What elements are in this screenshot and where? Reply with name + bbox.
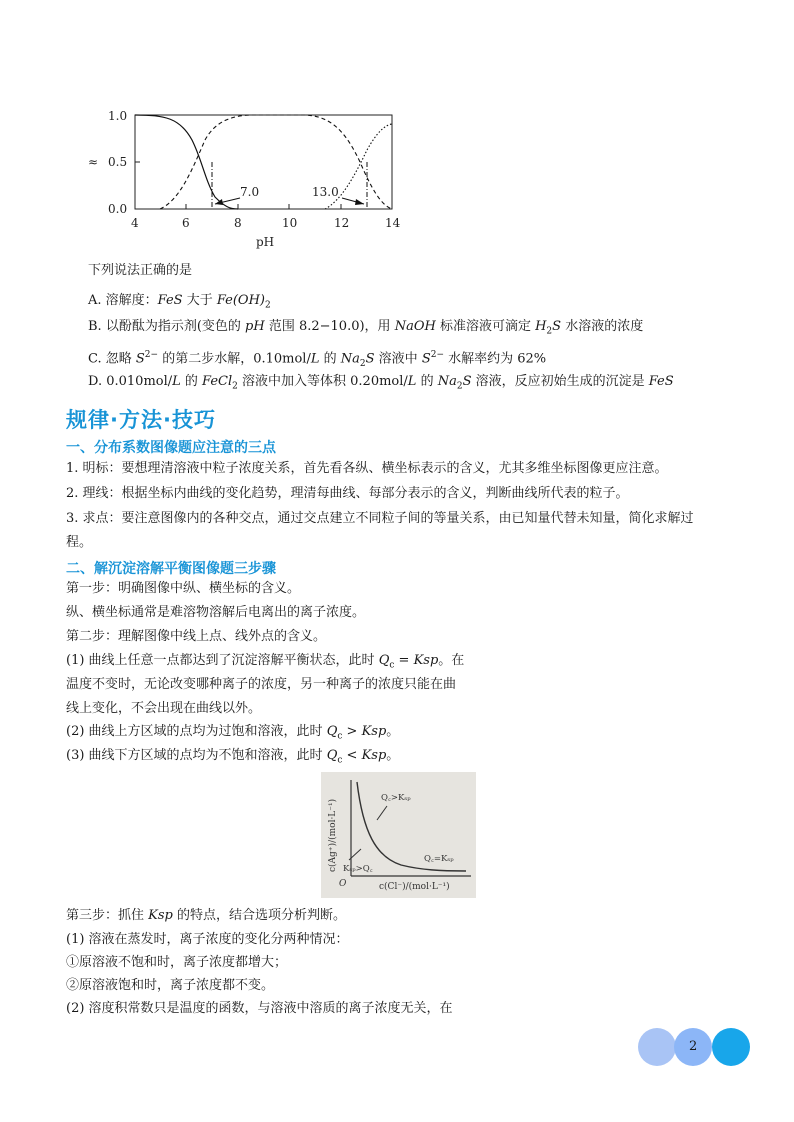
annotation-7: 7.0 (240, 185, 260, 199)
option-c: C. 忽略 $S^{2-}$ 的第二步水解，0.10mol/L 的 $Na_2S$ 溶液中 $S^{2-}$ 水解率约为 62% (88, 350, 547, 369)
sub2-line: 第一步：明确图像中纵、横坐标的含义。 (66, 581, 301, 596)
y-tick-label: 1.0 (108, 109, 128, 123)
photo-x-label: c(Cl⁻)/(mol·L⁻¹) (379, 882, 450, 892)
step3-item: ①原溶液不饱和时，离子浓度都增大； (66, 955, 288, 970)
sub2-point-1a: (1) 曲线上任意一点都达到了沉淀溶解平衡状态，此时 $Q_c$ = Ksp。在 (66, 653, 465, 671)
subsection-2-title: 二、解沉淀溶解平衡图像题三步骤 (66, 561, 276, 577)
sub2-line: 纵、横坐标通常是难溶物溶解后电离出的离子浓度。 (66, 605, 366, 620)
sub1-item: 1. 明标：要想理清溶液中粒子浓度关系，首先看各纵、横坐标表示的含义，尤其多维坐标图像更应注意。 (66, 461, 668, 476)
ksp-chart-photo (321, 772, 476, 898)
step3-item: (1) 溶液在蒸发时，离子浓度的变化分两种情况： (66, 932, 349, 947)
x-tick-label: 8 (234, 216, 242, 230)
option-a: A. 溶解度：FeS 大于 $Fe(OH)_2$ (88, 293, 271, 311)
y-tick-label: 0.5 (108, 155, 128, 169)
sub2-point-1c: 线上变化，不会出现在曲线以外。 (66, 701, 262, 716)
sub2-line: 第二步：理解图像中线上点、线外点的含义。 (66, 629, 327, 644)
hs-curve (160, 115, 392, 209)
deco-circle-right (712, 1028, 750, 1066)
question-stem: 下列说法正确的是 (88, 263, 193, 278)
photo-y-label: c(Ag⁺)/(mol·L⁻¹) (328, 798, 338, 872)
deco-circle-left (638, 1028, 676, 1066)
sub1-item: 3. 求点：要注意图像内的各种交点，通过交点建立不同粒子间的等量关系，由已知量代替未知量，简化求解过 (66, 511, 694, 526)
step3-item: (2) 溶度积常数只是温度的函数，与溶液中溶质的离子浓度无关，在 (66, 1001, 453, 1016)
chart-frame (135, 115, 392, 209)
h2s-curve (135, 115, 238, 209)
y-axis-label: ≈ (88, 155, 99, 169)
sub2-point-3: (3) 曲线下方区域的点均为不饱和溶液，此时 $Q_c$ < Ksp。 (66, 748, 400, 766)
sub2-point-2: (2) 曲线上方区域的点均为过饱和溶液，此时 $Q_c$ > Ksp。 (66, 724, 400, 742)
option-b: B. 以酚酞为指示剂(变色的 pH 范围 8.2−10.0)，用 NaOH 标准溶液可滴定 $H_2S$ 水溶液的浓度 (88, 319, 644, 337)
annotation-13: 13.0 (312, 185, 339, 199)
section-title: 规律·方法·技巧 (66, 408, 216, 432)
x-tick-label: 10 (282, 216, 298, 230)
x-tick-label: 12 (334, 216, 350, 230)
x-tick-label: 6 (182, 216, 190, 230)
photo-above: Q꜀>Kₛₚ (381, 793, 411, 803)
x-tick-label: 4 (131, 216, 139, 230)
step3-item: ②原溶液饱和时，离子浓度都不变。 (66, 978, 275, 993)
subsection-1-title: 一、分布系数图像题应注意的三点 (66, 440, 276, 456)
option-d: D. 0.010mol/L 的 FeCl$_2$ 溶液中加入等体积 0.20mol/L 的 $Na_2S$ 溶液，反应初始生成的沉淀是 FeS (88, 374, 674, 392)
y-tick-label: 0.0 (108, 202, 128, 216)
step3-line: 第三步：抓住 Ksp 的特点，结合选项分析判断。 (66, 908, 346, 923)
photo-origin: O (339, 879, 347, 889)
x-tick-label: 14 (385, 216, 401, 230)
page-number: 2 (689, 1039, 698, 1054)
distribution-chart (80, 100, 420, 250)
sub1-item: 2. 理线：根据坐标内曲线的变化趋势，理清每曲线、每部分表示的含义，判断曲线所代表的粒子。 (66, 486, 629, 501)
x-axis-label: pH (256, 235, 275, 249)
photo-on: Q꜀=Kₛₚ (424, 854, 454, 864)
sub2-point-1b: 温度不变时，无论改变哪种离子的浓度，另一种离子的浓度只能在曲 (66, 677, 457, 692)
photo-below: Kₛₚ>Q꜀ (343, 864, 373, 874)
sub1-item: 程。 (66, 535, 93, 550)
